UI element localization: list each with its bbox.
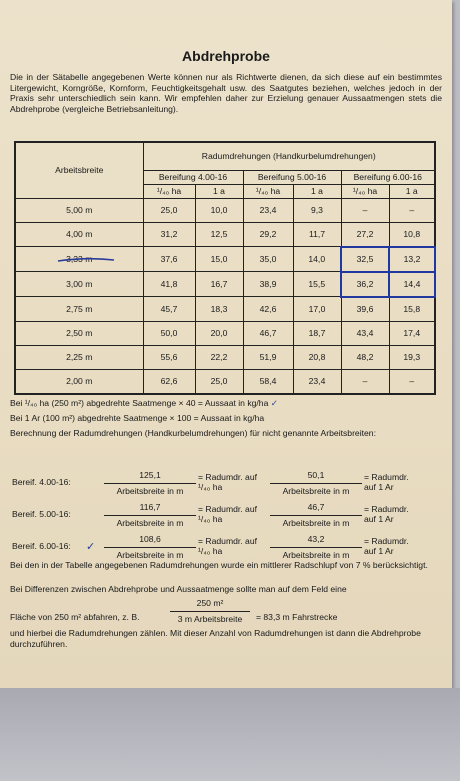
tyre-header: Bereifung 5.00-16 [243, 170, 341, 184]
width-cell: 3,33 m [15, 247, 143, 272]
value-cell: 32,5 [341, 247, 389, 272]
value-cell: 27,2 [341, 222, 389, 247]
fraction-bar [270, 547, 362, 548]
formula-label: Bereif. 5.00-16: [12, 509, 71, 519]
fraction-denominator: Arbeitsbreite in m [116, 518, 184, 528]
value-cell: 17,4 [389, 321, 435, 345]
note-line-3: Berechnung der Radumdrehungen (Handkurbelumdrehungen) für nicht genannte Arbeitsbreiten: [10, 428, 376, 438]
ink-check-mark: ✓ [86, 540, 96, 553]
value-cell: 14,4 [389, 272, 435, 297]
width-cell: 3,00 m [15, 272, 143, 297]
fraction-bar [104, 483, 196, 484]
value-cell: 45,7 [143, 297, 195, 322]
tyre-header: Bereifung 6.00-16 [341, 170, 435, 184]
value-cell: 29,2 [243, 222, 293, 247]
formula-result: = Radumdr. auf ¹/₄₀ ha [198, 536, 257, 556]
table-row [15, 297, 435, 322]
value-cell: 23,4 [293, 369, 341, 394]
value-cell: 15,5 [293, 272, 341, 297]
table-row [15, 272, 435, 297]
value-cell: 23,4 [243, 198, 293, 222]
value-cell: 43,4 [341, 321, 389, 345]
formula-result: = Radumdr. auf 1 Ar [364, 504, 409, 524]
value-cell: 14,0 [293, 247, 341, 272]
fraction-bar [270, 515, 362, 516]
intro-paragraph: Die in der Sätabelle angegebenen Werte können nur als Richtwerte dienen, da sich diese auf ein bestimmtes Litergewicht, Korngröße, Kornform, Feuchtigkeitsgehalt usw. des Saatgutes beziehen, welches jedoch in der Praxis sehr unterschiedlich sein kann. Wir empfehlen daher zur Erzielung genauer Aussaatmengen stets die Abdrehprobe (vergleiche Betriebsanleitung). [10, 72, 442, 114]
value-cell: 15,8 [389, 297, 435, 322]
fraction-numerator: 50,1 [307, 470, 325, 480]
value-cell: 19,3 [389, 345, 435, 369]
value-cell: 15,0 [195, 247, 243, 272]
fraction-denominator: Arbeitsbreite in m [282, 550, 350, 560]
value-cell: 46,7 [243, 321, 293, 345]
value-cell: – [389, 198, 435, 222]
col-arbeitsbreite: Arbeitsbreite [15, 142, 143, 198]
value-cell: 18,7 [293, 321, 341, 345]
page-title: Abdrehprobe [182, 48, 270, 64]
value-cell: 20,0 [195, 321, 243, 345]
value-cell: 12,5 [195, 222, 243, 247]
value-cell: 18,3 [195, 297, 243, 322]
sub-header: 1 a [195, 184, 243, 198]
value-cell: – [389, 369, 435, 394]
table-row [15, 345, 435, 369]
footer-p4: und hierbei die Radumdrehungen zählen. Mit dieser Anzahl von Radumdrehungen ist dann die Abdrehprobe durchzuführen. [10, 628, 421, 649]
formula-result: = Radumdr. auf 1 Ar [364, 536, 409, 556]
fraction-numerator: 46,7 [307, 502, 325, 512]
fraction-bar [104, 515, 196, 516]
sub-header: 1 a [389, 184, 435, 198]
fraction-numerator: 250 m² [196, 598, 224, 608]
value-cell: 58,4 [243, 369, 293, 394]
group-header: Radumdrehungen (Handkurbelumdrehungen) [143, 142, 435, 170]
value-cell: 10,0 [195, 198, 243, 222]
value-cell: – [341, 198, 389, 222]
formula-label: Bereif. 6.00-16: [12, 541, 71, 551]
fraction-bar [170, 611, 250, 612]
value-cell: – [341, 369, 389, 394]
value-cell: 36,2 [341, 272, 389, 297]
table-row [15, 222, 435, 247]
value-cell: 42,6 [243, 297, 293, 322]
sub-header: 1 a [293, 184, 341, 198]
value-cell: 50,0 [143, 321, 195, 345]
formula-label: Bereif. 4.00-16: [12, 477, 71, 487]
value-cell: 55,6 [143, 345, 195, 369]
footer-p3-end: = 83,3 m Fahrstrecke [256, 612, 338, 622]
value-cell: 38,9 [243, 272, 293, 297]
formula-result: = Radumdr. auf ¹/₄₀ ha [198, 504, 257, 524]
footer-p3-start: Fläche von 250 m² abfahren, z. B. [10, 612, 140, 622]
table-row [15, 321, 435, 345]
value-cell: 25,0 [195, 369, 243, 394]
footer-p2: Bei Differenzen zwischen Abdrehprobe und Aussaatmenge sollte man auf dem Feld eine [10, 584, 347, 594]
fraction-denominator: Arbeitsbreite in m [116, 486, 184, 496]
note-line-2: Bei 1 Ar (100 m²) abgedrehte Saatmenge × 100 = Aussaat in kg/ha [10, 413, 265, 423]
fraction-numerator: 108,6 [139, 534, 161, 544]
fraction-denominator: Arbeitsbreite in m [282, 518, 350, 528]
fraction-bar [270, 483, 362, 484]
value-cell: 35,0 [243, 247, 293, 272]
formula-result: = Radumdr. auf 1 Ar [364, 472, 409, 492]
value-cell: 37,6 [143, 247, 195, 272]
tyre-header: Bereifung 4.00-16 [143, 170, 243, 184]
fraction-denominator: Arbeitsbreite in m [116, 550, 184, 560]
width-cell: 2,50 m [15, 321, 143, 345]
value-cell: 48,2 [341, 345, 389, 369]
sub-header: ¹/₄₀ ha [243, 184, 293, 198]
fraction-numerator: 116,7 [139, 502, 161, 512]
ink-check-mark: ✓ [270, 399, 278, 409]
width-cell: 2,25 m [15, 345, 143, 369]
value-cell: 62,6 [143, 369, 195, 394]
table-row [15, 198, 435, 222]
value-cell: 9,3 [293, 198, 341, 222]
value-cell: 25,0 [143, 198, 195, 222]
value-cell: 51,9 [243, 345, 293, 369]
value-cell: 41,8 [143, 272, 195, 297]
sub-header: ¹/₄₀ ha [341, 184, 389, 198]
fraction-denominator: Arbeitsbreite in m [282, 486, 350, 496]
width-cell: 4,00 m [15, 222, 143, 247]
width-cell: 5,00 m [15, 198, 143, 222]
value-cell: 11,7 [293, 222, 341, 247]
table-row [15, 369, 435, 394]
revolutions-table [14, 141, 436, 395]
fraction-numerator: 43,2 [307, 534, 325, 544]
background-surface [0, 688, 460, 781]
value-cell: 13,2 [389, 247, 435, 272]
value-cell: 17,0 [293, 297, 341, 322]
value-cell: 31,2 [143, 222, 195, 247]
fraction-bar [104, 547, 196, 548]
fraction-numerator: 125,1 [139, 470, 161, 480]
width-cell: 2,75 m [15, 297, 143, 322]
value-cell: 22,2 [195, 345, 243, 369]
fraction-denominator: 3 m Arbeitsbreite [177, 614, 243, 624]
note-line-1: Bei ¹/₄₀ ha (250 m²) abgedrehte Saatmenge × 40 = Aussaat in kg/ha ✓ [10, 398, 278, 409]
value-cell: 10,8 [389, 222, 435, 247]
value-cell: 16,7 [195, 272, 243, 297]
value-cell: 20,8 [293, 345, 341, 369]
formula-result: = Radumdr. auf ¹/₄₀ ha [198, 472, 257, 492]
value-cell: 39,6 [341, 297, 389, 322]
width-cell: 2,00 m [15, 369, 143, 394]
ink-underline-mark [56, 255, 116, 265]
footer-p1: Bei den in der Tabelle angegebenen Radumdrehungen wurde ein mittlerer Radschlupf von 7 % berücksichtigt. [10, 560, 428, 570]
sub-header: ¹/₄₀ ha [143, 184, 195, 198]
